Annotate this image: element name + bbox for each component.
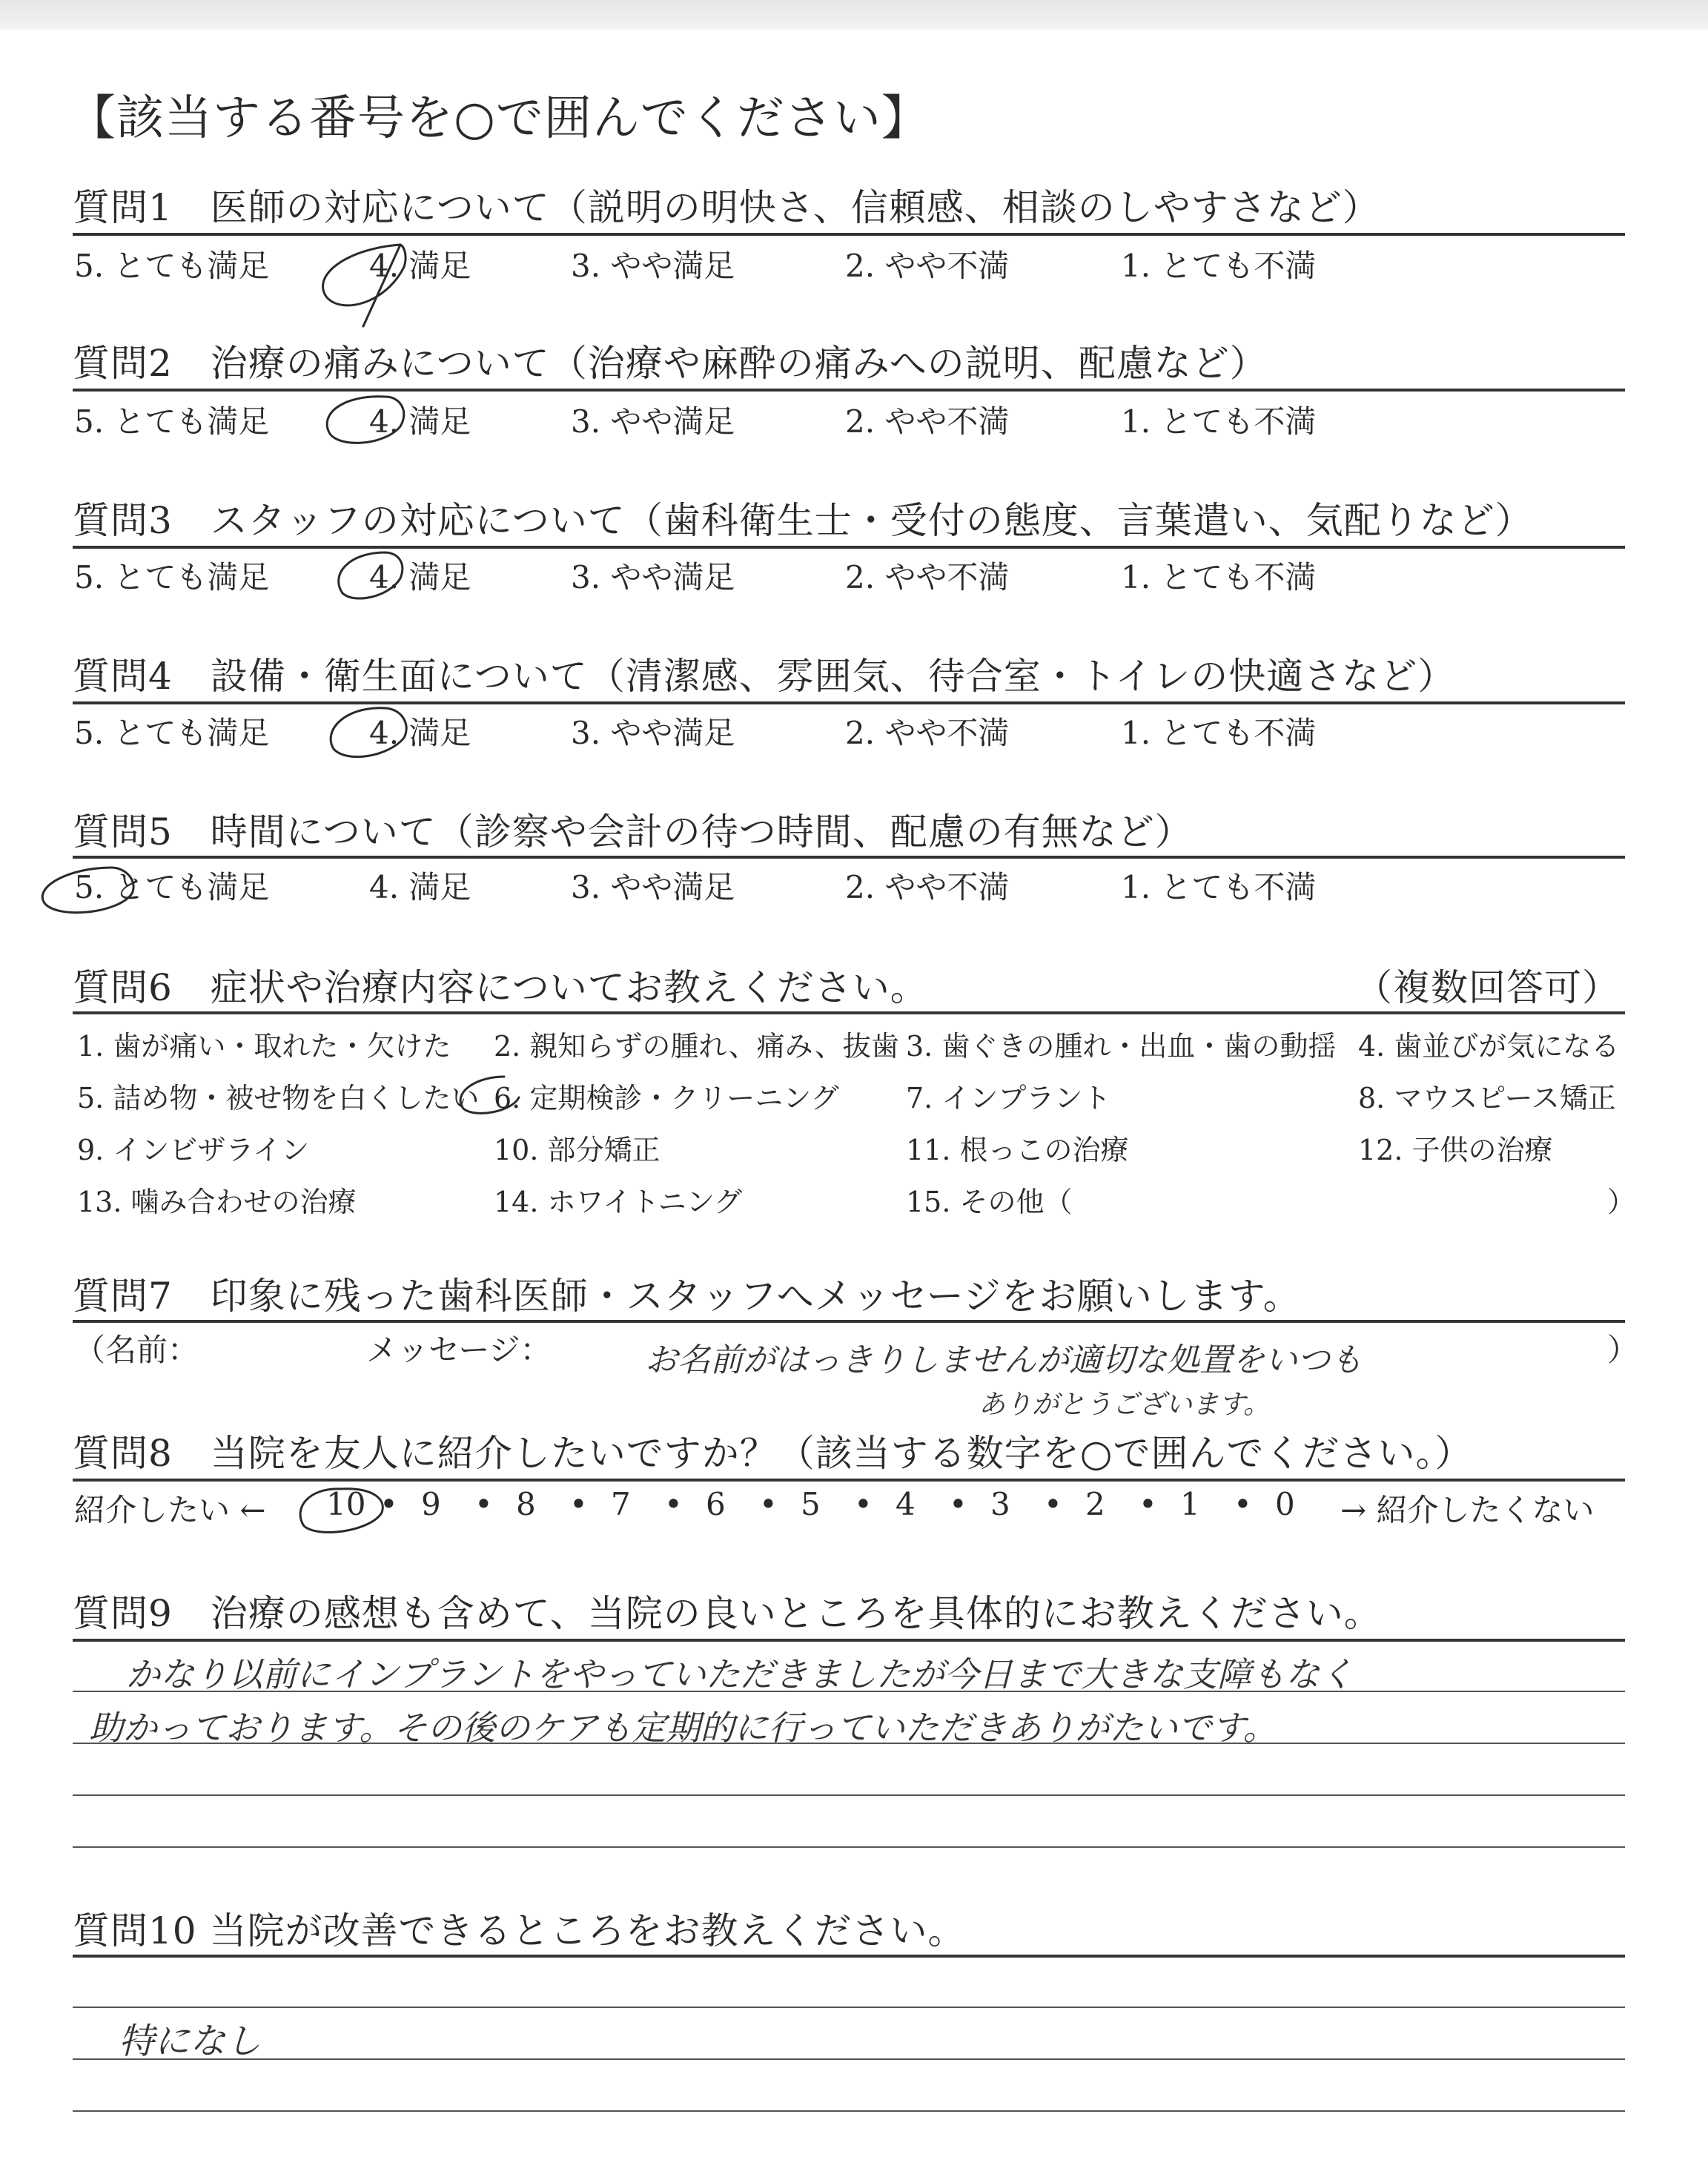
q3-option-3[interactable]: 3. やや満足 bbox=[571, 559, 735, 595]
q9-handwritten-line-2: 助かっております。その後のケアも定期的に行っていただきありがたいです。 bbox=[89, 1708, 1277, 1748]
q6-item-7[interactable]: 7. インプラント bbox=[906, 1082, 1111, 1114]
q8-left-label: 紹介したい ← bbox=[74, 1492, 266, 1528]
question-9-rule bbox=[73, 1639, 1625, 1642]
q6-item-2[interactable]: 2. 親知らずの腫れ、痛み、抜歯 bbox=[494, 1030, 899, 1063]
q8-scale-2[interactable]: 2 bbox=[1085, 1486, 1105, 1522]
question-10-title: 質問10 当院が改善できるところをお教えください。 bbox=[73, 1909, 966, 1952]
q2-option-3[interactable]: 3. やや満足 bbox=[571, 403, 735, 440]
q6-item-4[interactable]: 4. 歯並びが気になる bbox=[1358, 1030, 1620, 1063]
q3-option-5[interactable]: 5. とても満足 bbox=[74, 559, 270, 595]
q5-option-1[interactable]: 1. とても不満 bbox=[1121, 869, 1317, 905]
q5-option-3[interactable]: 3. やや満足 bbox=[571, 869, 735, 905]
q2-option-4[interactable]: 4. 満足 bbox=[369, 403, 471, 440]
q4-option-4[interactable]: 4. 満足 bbox=[369, 715, 471, 751]
q4-option-1[interactable]: 1. とても不満 bbox=[1121, 715, 1317, 751]
question-8-title: 質問8 当院を友人に紹介したいですか？（該当する数字を○で囲んでください。） bbox=[73, 1432, 1473, 1475]
q9-answer-line-4 bbox=[73, 1846, 1625, 1848]
form-header: 【該当する番号を○で囲んでください】 bbox=[68, 91, 930, 146]
q8-right-label: → 紹介したくない bbox=[1340, 1492, 1595, 1528]
question-9-title: 質問9 治療の感想も含めて、当院の良いところを具体的にお教えください。 bbox=[73, 1592, 1382, 1635]
q10-handwritten-line-1: 特になし bbox=[119, 2021, 262, 2062]
q5-option-5[interactable]: 5. とても満足 bbox=[74, 869, 270, 905]
q5-option-2[interactable]: 2. やや不満 bbox=[845, 869, 1010, 905]
question-6-rule bbox=[73, 1011, 1625, 1014]
q6-item-3[interactable]: 3. 歯ぐきの腫れ・出血・歯の動揺 bbox=[906, 1030, 1337, 1063]
q1-option-1[interactable]: 1. とても不満 bbox=[1121, 248, 1317, 284]
q6-item-11[interactable]: 11. 根っこの治療 bbox=[906, 1134, 1129, 1166]
q10-answer-line-2 bbox=[73, 2058, 1625, 2060]
q7-close-paren: ） bbox=[1607, 1332, 1639, 1368]
q6-item-12[interactable]: 12. 子供の治療 bbox=[1358, 1134, 1553, 1166]
q1-option-4[interactable]: 4. 満足 bbox=[369, 248, 471, 284]
q8-scale-7[interactable]: 7 bbox=[611, 1486, 631, 1522]
q6-item-10[interactable]: 10. 部分矯正 bbox=[494, 1134, 661, 1166]
q6-item-8[interactable]: 8. マウスピース矯正 bbox=[1358, 1082, 1616, 1114]
question-6-title: 質問6 症状や治療内容についてお教えください。 bbox=[73, 966, 928, 1009]
q8-scale-5[interactable]: 5 bbox=[801, 1486, 821, 1522]
q7-handwritten-line-2: ありがとうございます。 bbox=[979, 1390, 1271, 1420]
q2-option-5[interactable]: 5. とても満足 bbox=[74, 403, 270, 440]
q8-scale-9[interactable]: 9 bbox=[421, 1486, 441, 1522]
question-5-title: 質問5 時間について（診察や会計の待つ時間、配慮の有無など） bbox=[73, 810, 1193, 853]
question-2-rule bbox=[73, 389, 1625, 392]
q4-option-5[interactable]: 5. とても満足 bbox=[74, 715, 270, 751]
q6-item-1[interactable]: 1. 歯が痛い・取れた・欠けた bbox=[77, 1030, 451, 1063]
q6-item-13[interactable]: 13. 噛み合わせの治療 bbox=[77, 1186, 357, 1218]
q7-handwritten-line-1: お名前がはっきりしませんが適切な処置をいつも bbox=[645, 1341, 1363, 1379]
q3-option-1[interactable]: 1. とても不満 bbox=[1121, 559, 1317, 595]
scan-top-edge bbox=[0, 0, 1708, 30]
q6-item-9[interactable]: 9. インビザライン bbox=[77, 1134, 310, 1166]
question-3-title: 質問3 スタッフの対応について（歯科衛生士・受付の態度、言葉遣い、気配りなど） bbox=[73, 499, 1533, 542]
q8-scale-separator: • bbox=[759, 1486, 778, 1522]
question-7-title: 質問7 印象に残った歯科医師・スタッフへメッセージをお願いします。 bbox=[73, 1275, 1301, 1318]
q8-scale-1[interactable]: 1 bbox=[1180, 1486, 1200, 1522]
q7-message-label: メッセージ： bbox=[366, 1332, 552, 1368]
q6-item-5[interactable]: 5. 詰め物・被せ物を白くしたい bbox=[77, 1082, 480, 1114]
q6-item-15-close: ） bbox=[1607, 1186, 1636, 1218]
q4-option-2[interactable]: 2. やや不満 bbox=[845, 715, 1010, 751]
q8-scale-separator: • bbox=[854, 1486, 873, 1522]
q8-scale-separator: • bbox=[664, 1486, 683, 1522]
question-4-rule bbox=[73, 701, 1625, 704]
q8-scale-4[interactable]: 4 bbox=[896, 1486, 916, 1522]
question-4-title: 質問4 設備・衛生面について（清潔感、雰囲気、待合室・トイレの快適さなど） bbox=[73, 655, 1456, 698]
question-3-rule bbox=[73, 546, 1625, 549]
q6-item-15[interactable]: 15. その他（ bbox=[906, 1186, 1073, 1218]
q6-item-14[interactable]: 14. ホワイトニング bbox=[494, 1186, 743, 1218]
question-6-note: （複数回答可） bbox=[1355, 966, 1620, 1009]
q3-option-4[interactable]: 4. 満足 bbox=[369, 559, 471, 595]
question-5-rule bbox=[73, 856, 1625, 859]
q8-scale-8[interactable]: 8 bbox=[516, 1486, 536, 1522]
q1-option-5[interactable]: 5. とても満足 bbox=[74, 248, 270, 284]
q8-scale-10[interactable]: 10 bbox=[326, 1486, 366, 1522]
q4-option-3[interactable]: 3. やや満足 bbox=[571, 715, 735, 751]
q9-answer-line-3 bbox=[73, 1794, 1625, 1796]
q3-option-2[interactable]: 2. やや不満 bbox=[845, 559, 1010, 595]
q9-handwritten-line-1: かなり以前にインプラントをやっていただきましたが今日まで大きな支障もなく bbox=[126, 1654, 1354, 1694]
q8-scale-separator: • bbox=[1044, 1486, 1062, 1522]
question-7-rule bbox=[73, 1320, 1625, 1323]
q8-scale-separator: • bbox=[380, 1486, 398, 1522]
q1-option-2[interactable]: 2. やや不満 bbox=[845, 248, 1010, 284]
q10-answer-line-3 bbox=[73, 2110, 1625, 2112]
q8-scale-separator: • bbox=[569, 1486, 588, 1522]
q8-scale-separator: • bbox=[474, 1486, 493, 1522]
q10-answer-line-1 bbox=[73, 2007, 1625, 2008]
q6-item-6[interactable]: 6. 定期検診・クリーニング bbox=[494, 1082, 839, 1114]
question-2-title: 質問2 治療の痛みについて（治療や麻酔の痛みへの説明、配慮など） bbox=[73, 342, 1268, 385]
q8-scale-0[interactable]: 0 bbox=[1275, 1486, 1295, 1522]
question-8-rule bbox=[73, 1479, 1625, 1482]
q8-scale-separator: • bbox=[1139, 1486, 1157, 1522]
q8-scale-separator: • bbox=[949, 1486, 967, 1522]
q8-scale-3[interactable]: 3 bbox=[990, 1486, 1010, 1522]
q5-option-4[interactable]: 4. 満足 bbox=[369, 869, 471, 905]
q7-name-label: （名前： bbox=[74, 1332, 199, 1368]
question-10-rule bbox=[73, 1955, 1625, 1958]
q8-scale-6[interactable]: 6 bbox=[706, 1486, 726, 1522]
q1-option-3[interactable]: 3. やや満足 bbox=[571, 248, 735, 284]
q2-option-1[interactable]: 1. とても不満 bbox=[1121, 403, 1317, 440]
question-1-title: 質問1 医師の対応について（説明の明快さ、信頼感、相談のしやすさなど） bbox=[73, 186, 1380, 229]
q2-option-2[interactable]: 2. やや不満 bbox=[845, 403, 1010, 440]
question-1-rule bbox=[73, 233, 1625, 236]
q8-scale-separator: • bbox=[1234, 1486, 1252, 1522]
